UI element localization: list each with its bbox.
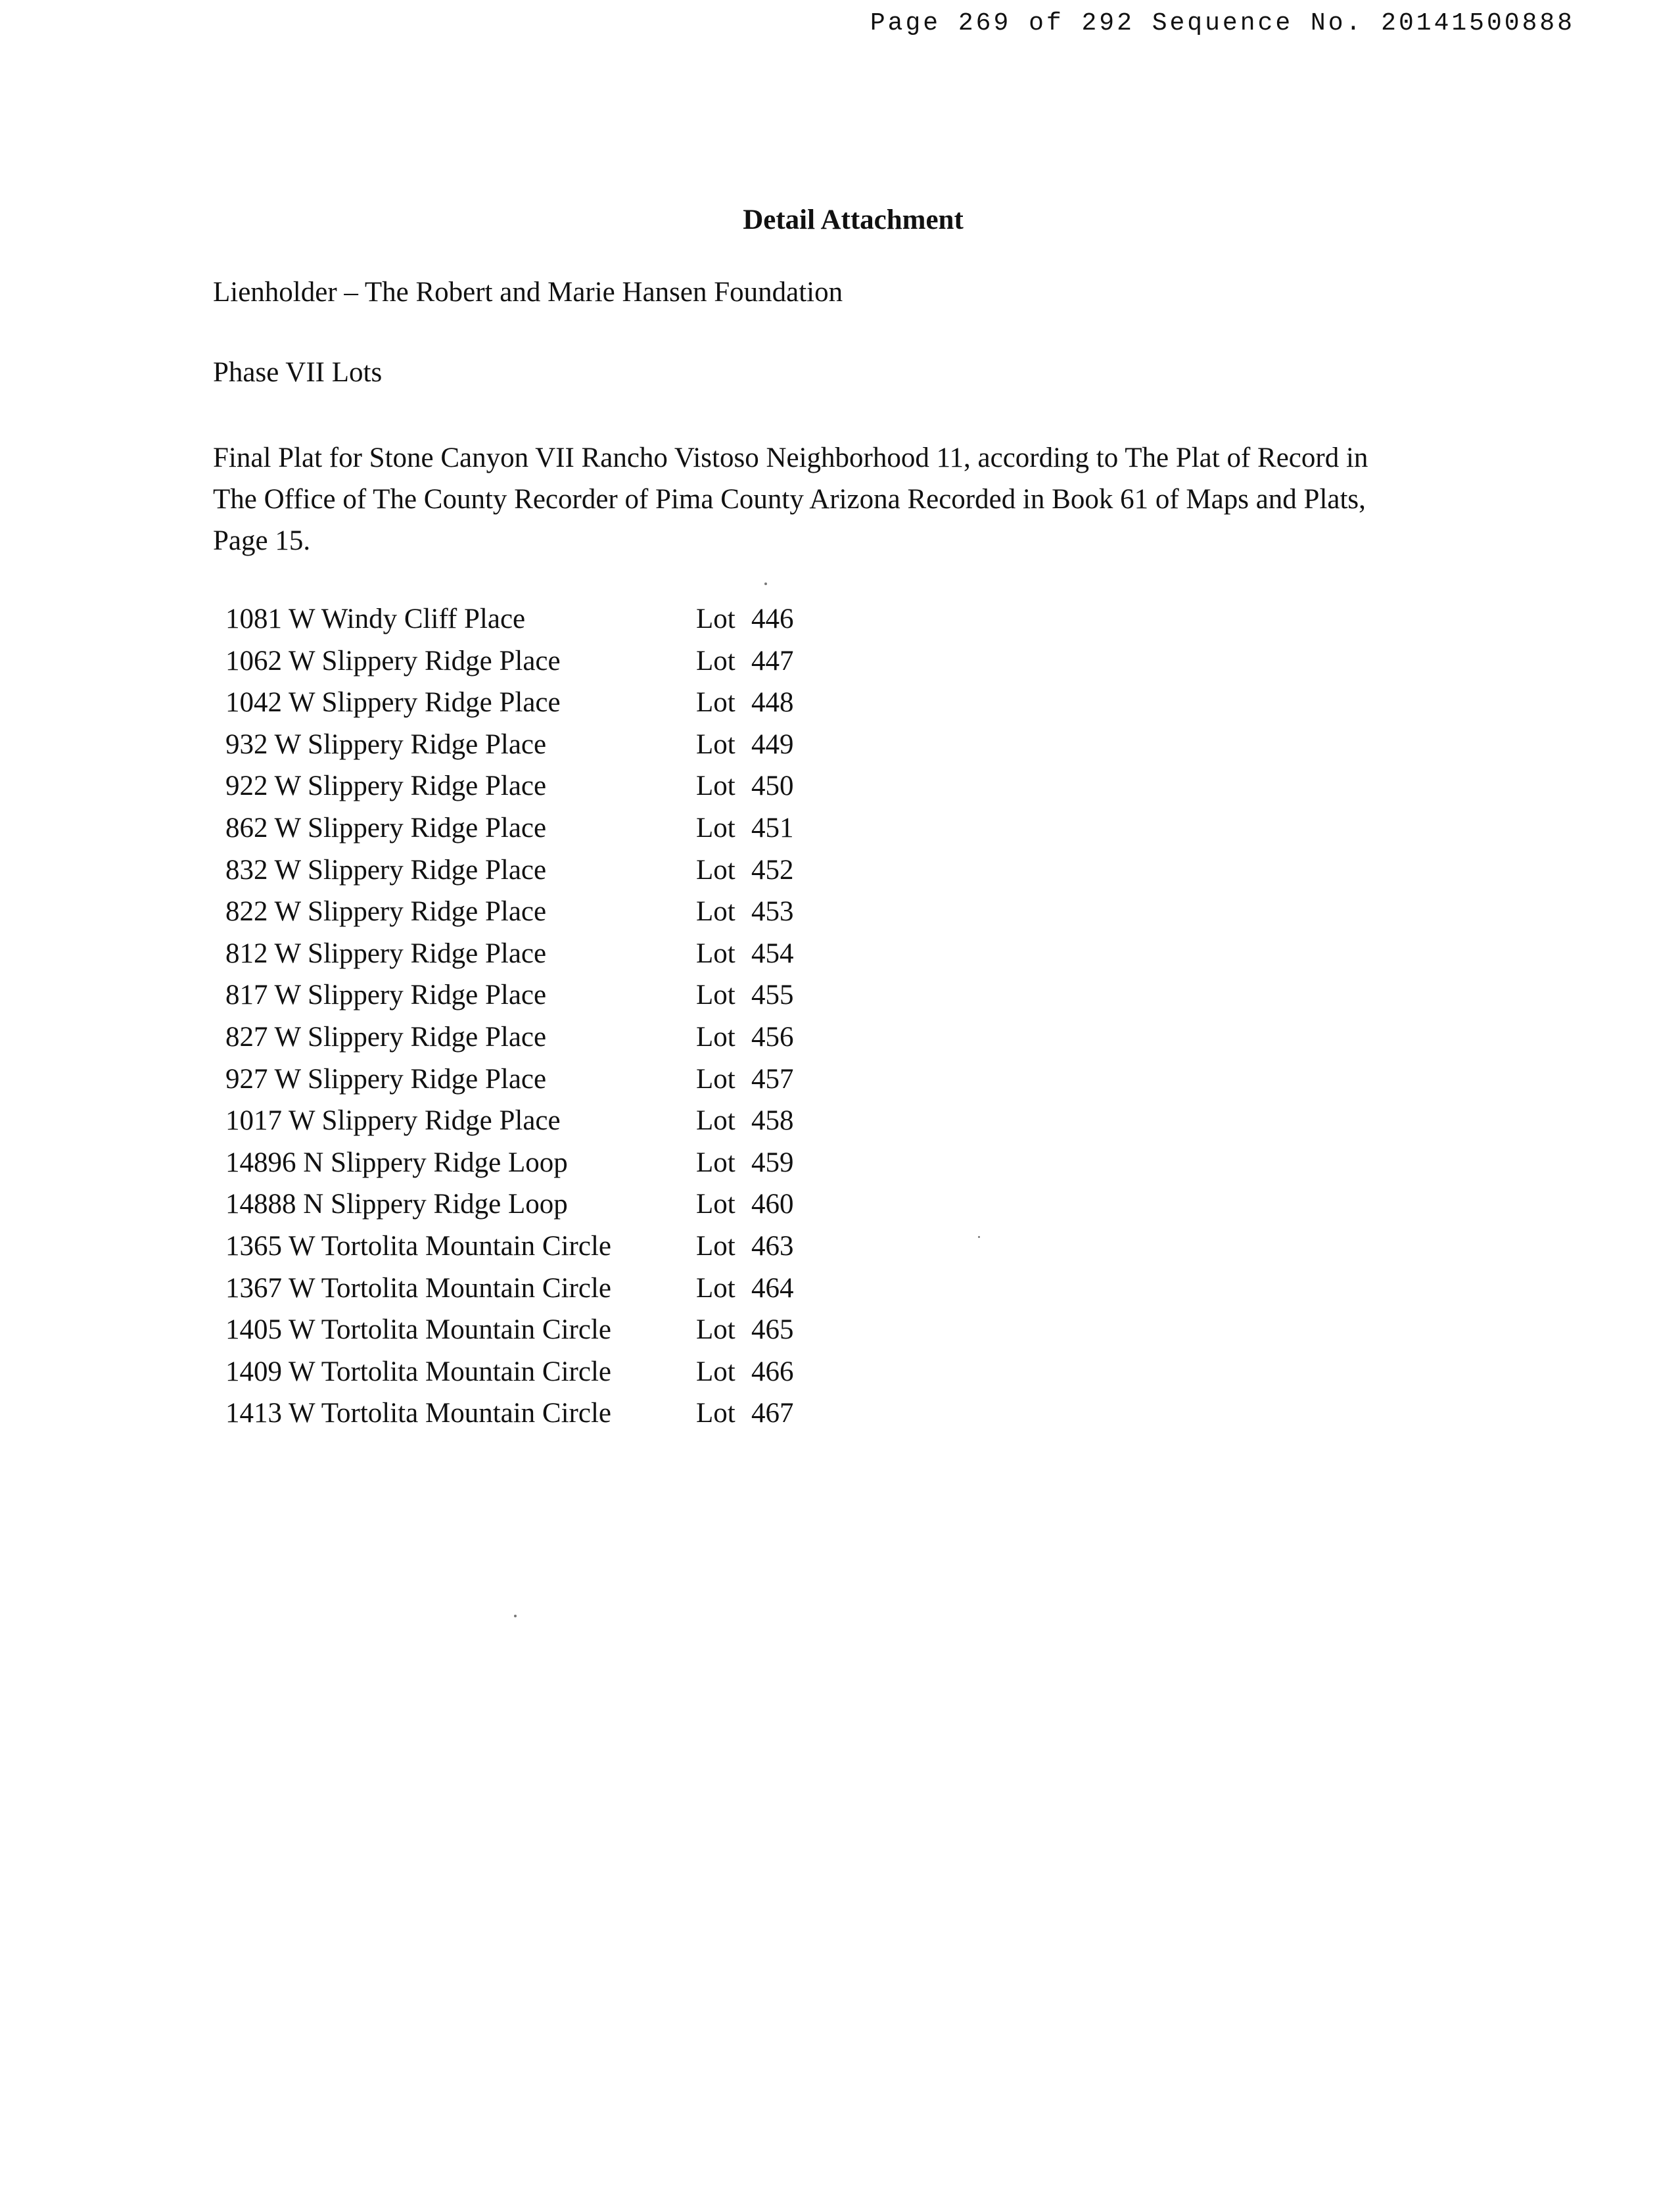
lot-number: 451 [751,812,794,844]
lot-address: 1367 W Tortolita Mountain Circle [225,1272,611,1304]
lot-address: 862 W Slippery Ridge Place [225,812,547,844]
lot-address: 832 W Slippery Ridge Place [225,854,547,886]
scan-speck [764,582,767,585]
lot-address: 1081 W Windy Cliff Place [225,604,526,634]
lot-address: 1017 W Slippery Ridge Place [225,1105,561,1137]
plat-description-line: The Office of The County Recorder of Pima County Arizona Recorded in Book 61 of Maps and Plats, [213,484,1366,515]
lot-address: 827 W Slippery Ridge Place [225,1021,547,1053]
plat-description-line: Final Plat for Stone Canyon VII Rancho Vistoso Neighborhood 11, according to The Plat of Record in [213,442,1368,473]
lot-number: 446 [751,604,794,634]
lot-label: Lot [696,1021,735,1053]
lot-number: 448 [751,687,794,719]
lot-address: 1413 W Tortolita Mountain Circle [225,1398,611,1429]
lot-number: 459 [751,1147,794,1178]
lot-label: Lot [696,1314,735,1346]
lienholder-line: Lienholder – The Robert and Marie Hansen Foundation [213,277,843,308]
lot-label: Lot [696,728,735,760]
lot-number: 447 [751,645,794,677]
lot-address: 1405 W Tortolita Mountain Circle [225,1314,611,1346]
lot-label: Lot [696,1272,735,1304]
lot-label: Lot [696,771,735,802]
lot-address: 14896 N Slippery Ridge Loop [225,1147,568,1178]
lot-number: 463 [751,1230,794,1262]
lot-label: Lot [696,1105,735,1137]
lot-address: 922 W Slippery Ridge Place [225,771,547,802]
lot-label: Lot [696,938,735,969]
plat-description-line: Page 15. [213,525,311,556]
scan-speck [978,1236,980,1238]
lot-number: 466 [751,1356,794,1387]
lot-number: 456 [751,1021,794,1053]
lot-number: 454 [751,938,794,969]
lot-number: 455 [751,980,794,1011]
lot-label: Lot [696,645,735,677]
lot-label: Lot [696,1147,735,1178]
lot-label: Lot [696,1356,735,1387]
lot-label: Lot [696,980,735,1011]
lot-label: Lot [696,1063,735,1095]
lot-label: Lot [696,1230,735,1262]
lot-address: 822 W Slippery Ridge Place [225,896,547,928]
lot-number: 467 [751,1398,794,1429]
lot-address: 1409 W Tortolita Mountain Circle [225,1356,611,1387]
lot-address: 1062 W Slippery Ridge Place [225,645,561,677]
lot-address: 14888 N Slippery Ridge Loop [225,1189,568,1220]
lot-label: Lot [696,604,735,634]
document-title: Detail Attachment [743,204,964,235]
lot-address: 927 W Slippery Ridge Place [225,1063,547,1095]
lot-address: 932 W Slippery Ridge Place [225,728,547,760]
lot-number: 452 [751,854,794,886]
lot-label: Lot [696,896,735,928]
lot-address: 1365 W Tortolita Mountain Circle [225,1230,611,1262]
lot-number: 460 [751,1189,794,1220]
lot-label: Lot [696,1398,735,1429]
lot-number: 458 [751,1105,794,1137]
plat-description [213,437,1495,561]
lot-label: Lot [696,1189,735,1220]
page-sequence-header: Page 269 of 292 Sequence No. 20141500888 [870,9,1575,37]
lot-label: Lot [696,687,735,719]
lot-number: 465 [751,1314,794,1346]
lot-number: 464 [751,1272,794,1304]
lot-address: 817 W Slippery Ridge Place [225,980,547,1011]
lot-number: 453 [751,896,794,928]
scan-speck [514,1615,517,1617]
lot-address: 812 W Slippery Ridge Place [225,938,547,969]
lot-number: 450 [751,771,794,802]
lot-number: 449 [751,728,794,760]
lot-number: 457 [751,1063,794,1095]
lot-label: Lot [696,854,735,886]
lot-label: Lot [696,812,735,844]
phase-heading: Phase VII Lots [213,357,383,388]
lot-address: 1042 W Slippery Ridge Place [225,687,561,719]
